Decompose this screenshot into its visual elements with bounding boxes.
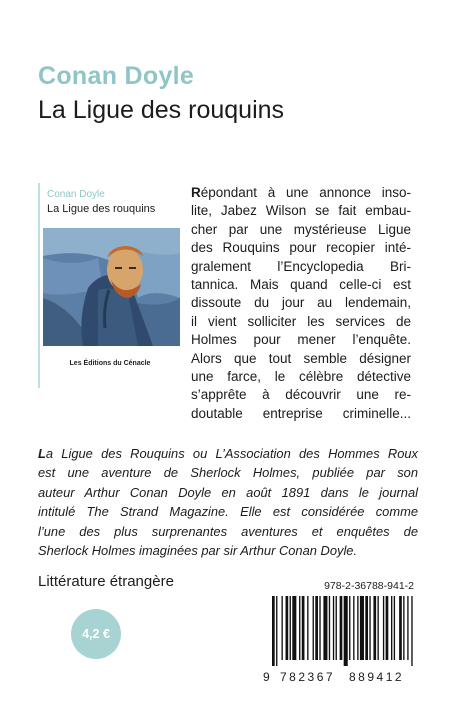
barcode-bar xyxy=(373,596,376,660)
barcode-image xyxy=(272,596,414,666)
blurb-line: cher par une mystérieuse Ligue xyxy=(191,221,411,237)
book-title: La Ligue des rouquins xyxy=(38,96,285,124)
barcode-bar xyxy=(302,596,305,660)
portrait-painting-image xyxy=(43,228,180,346)
cover-thumbnail xyxy=(38,183,180,388)
barcode-bar xyxy=(315,596,318,660)
barcode-bar xyxy=(307,596,308,660)
barcode-bar xyxy=(276,596,277,666)
barcode-bar xyxy=(353,596,354,660)
about-line: l’une des plus surprenantes aventures et enquêtes de xyxy=(38,523,418,539)
barcode-bar xyxy=(281,596,282,660)
barcode-first-digit: 9 xyxy=(263,670,270,684)
thumbnail-publisher: Les Éditions du Cénacle xyxy=(69,360,151,367)
about-line: intitulé The Strand Magazine. Elle est considérée comme xyxy=(38,504,418,520)
about-line: Sherlock Holmes imaginées par sir Arthur Conan Doyle. xyxy=(38,543,358,559)
barcode-bar xyxy=(323,596,327,660)
barcode-bar xyxy=(299,596,300,660)
about-paragraph xyxy=(38,444,418,560)
about-line: est une aventure de Sherlock Holmes, publiée par son xyxy=(38,465,418,481)
blurb-line: gralement l’Encyclopedia Bri- xyxy=(191,258,411,274)
barcode-bar xyxy=(365,596,368,660)
barcode-bar xyxy=(344,596,348,666)
blurb-line: dissoute du jour au lendemain, xyxy=(191,295,411,311)
blurb-line: doutable entreprise criminelle... xyxy=(191,405,411,421)
barcode-bar xyxy=(369,596,370,660)
barcode-bar xyxy=(383,596,384,660)
barcode-bar xyxy=(349,596,350,660)
thumbnail-title: La Ligue des rouquins xyxy=(47,203,156,215)
blurb-line: s’apprête à découvrir une re- xyxy=(191,387,411,403)
price-badge xyxy=(71,609,121,659)
barcode-bar xyxy=(403,596,404,660)
about-line: La Ligue des Rouquins ou L’Association des Hommes Roux xyxy=(38,446,418,461)
barcode-bar xyxy=(292,596,296,660)
blurb-line: tannica. Mais quand celle-ci est xyxy=(191,277,411,293)
barcode-bar xyxy=(394,596,395,660)
price-label: 4,2 € xyxy=(82,627,110,641)
barcode-bar xyxy=(391,596,392,660)
barcode-bar xyxy=(360,596,364,660)
barcode-bar xyxy=(333,596,334,660)
barcode-bar xyxy=(336,596,337,660)
about-line: auteur Arthur Conan Doyle en août 1891 dans le journal xyxy=(38,484,418,500)
barcode-bar xyxy=(329,596,330,660)
barcode-bar xyxy=(399,596,402,660)
barcode-bar xyxy=(286,596,289,660)
barcode-bar xyxy=(319,596,320,660)
blurb-paragraph xyxy=(191,184,411,423)
barcode-bar xyxy=(340,596,343,660)
isbn-label: 978-2-36788-941-2 xyxy=(324,580,414,592)
blurb-line: Holmes pour mener l’enquête. xyxy=(191,332,411,348)
blurb-line: une farce, le célèbre détective xyxy=(191,369,411,385)
barcode-bar xyxy=(377,596,378,660)
book-author: Conan Doyle xyxy=(38,62,195,90)
about-dropcap: L xyxy=(38,446,46,461)
barcode-bar xyxy=(313,596,314,660)
blurb-line: Alors que tout semble désigner xyxy=(191,350,411,366)
barcode-bar xyxy=(357,596,358,660)
blurb-line: des Rouquins pour recopier inté- xyxy=(191,240,411,256)
thumbnail-author: Conan Doyle xyxy=(47,189,105,200)
barcode-left-group: 782367 xyxy=(280,670,336,684)
barcode-right-group: 889412 xyxy=(349,670,405,684)
blurb-line: il vient solliciter les services de xyxy=(191,313,411,329)
barcode-bar xyxy=(407,596,408,660)
barcode-bar xyxy=(386,596,389,660)
blurb-line: lite, Jabez Wilson se fait embau- xyxy=(191,203,411,219)
blurb-line: Répondant à une annonce inso- xyxy=(191,185,411,200)
barcode-bar xyxy=(411,596,412,666)
barcode-bar xyxy=(290,596,291,660)
blurb-dropcap: R xyxy=(191,185,201,200)
barcode-bar xyxy=(272,596,275,666)
category-label: Littérature étrangère xyxy=(38,573,174,590)
